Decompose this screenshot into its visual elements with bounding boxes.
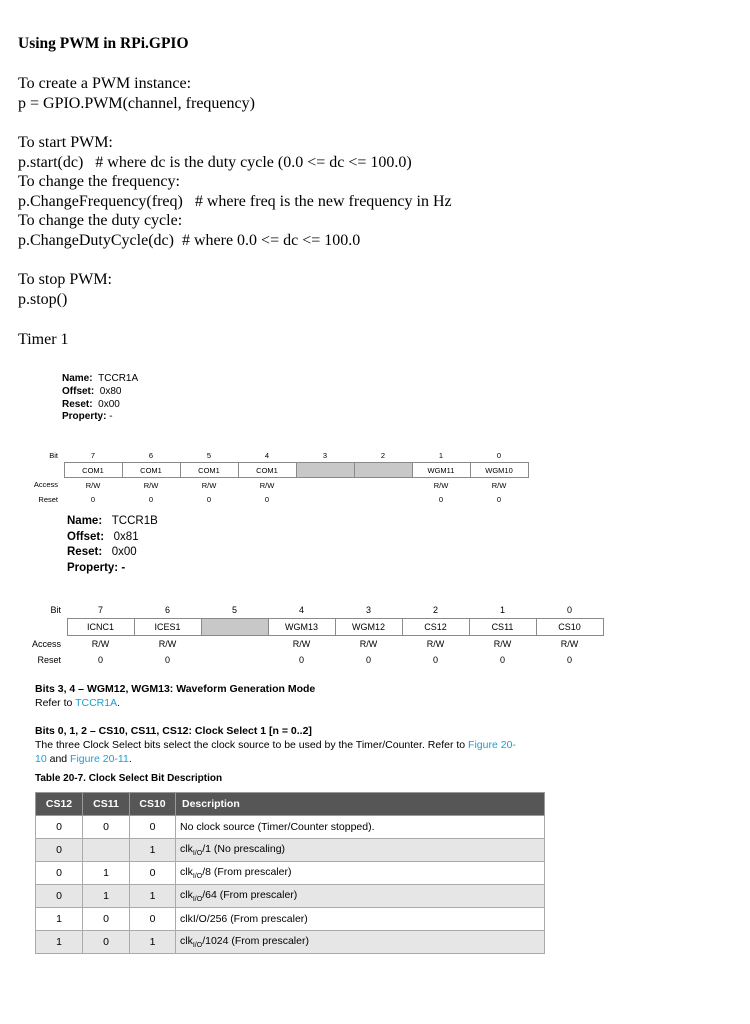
description-text: clk: [180, 842, 193, 855]
reset-value: 0: [499, 655, 505, 665]
code-line: p.ChangeDutyCycle(dc) # where 0.0 <= dc <= 100.0: [18, 232, 361, 249]
reset-value: 0: [206, 494, 212, 504]
bit-field: WGM11: [412, 463, 470, 478]
reset-value: 0: [90, 494, 96, 504]
reset-value: 0: [365, 655, 371, 665]
tccr1a-bit-table: [20, 448, 529, 506]
reserved-bit: [354, 463, 412, 478]
bit-field: COM1: [122, 463, 180, 478]
reset-value: 0: [148, 494, 154, 504]
register-property: -: [109, 411, 113, 423]
figure-20-10-link[interactable]: Figure 20-10: [35, 738, 516, 765]
cs10-cell: 0: [130, 816, 176, 839]
column-header: Description: [176, 793, 545, 816]
reset-label: Reset:: [67, 546, 103, 558]
field-row: [20, 619, 603, 636]
access-value: R/W: [433, 480, 449, 490]
text-line: To change the frequency:: [18, 173, 180, 190]
text-line: To start PWM:: [18, 134, 113, 151]
row-label: Reset: [38, 494, 58, 504]
description-cell: [176, 862, 545, 885]
bit-number: 3: [322, 450, 328, 460]
bit-field: WGM12: [335, 619, 402, 636]
text-line: To stop PWM:: [18, 271, 112, 288]
bit-number: 7: [97, 605, 103, 615]
access-value: R/W: [292, 639, 311, 649]
name-label: Name:: [67, 515, 103, 527]
bit-number: 1: [499, 605, 505, 615]
reset-value: 0: [264, 494, 270, 504]
description-cell: [176, 931, 545, 954]
reset-value: [354, 492, 412, 506]
name-label: Name:: [62, 373, 93, 384]
subscript: I/O: [192, 850, 203, 858]
access-value: [354, 478, 412, 493]
row-label: Access: [33, 480, 58, 490]
access-value: R/W: [158, 639, 177, 649]
subscript: I/O: [192, 896, 203, 904]
figure-20-11-link[interactable]: Figure 20-11: [70, 752, 129, 765]
punctuation: .: [128, 752, 132, 765]
bit-field: ICNC1: [67, 619, 134, 636]
description-cell: [176, 885, 545, 908]
bit-number: 0: [496, 450, 502, 460]
reset-label: Reset:: [62, 398, 93, 410]
bit-field: CS10: [536, 619, 603, 636]
register-name: TCCR1A: [98, 373, 139, 384]
text-line: To create a PWM instance:: [18, 75, 192, 92]
cs12-cell: 0: [36, 862, 83, 885]
bit-number: 7: [90, 450, 96, 460]
access-row: [20, 636, 603, 653]
bit-number: 3: [365, 605, 371, 615]
description-text: clk: [180, 934, 193, 947]
table-caption: Table 20-7. Clock Select Bit Description: [35, 773, 223, 784]
bit-field: WGM13: [268, 619, 335, 636]
bit-field: COM1: [64, 463, 122, 478]
access-value: R/W: [259, 480, 275, 490]
cs10-cell: 1: [130, 839, 176, 862]
description-text: /8 (From prescaler): [202, 865, 292, 878]
field-row: [20, 463, 528, 478]
table-row: [36, 931, 545, 954]
table-row: [36, 839, 545, 862]
bit-field: COM1: [180, 463, 238, 478]
bit-row: [20, 448, 528, 463]
register-offset: 0x80: [99, 385, 122, 397]
description-text: /64 (From prescaler): [202, 888, 298, 901]
access-value: R/W: [201, 480, 217, 490]
column-header: CS10: [130, 793, 176, 816]
section-text: Refer to: [35, 696, 76, 709]
tccr1b-bit-table: [20, 602, 604, 668]
cs10-cell: 1: [130, 885, 176, 908]
table-header-row: [36, 793, 545, 816]
bit-field: ICES1: [134, 619, 201, 636]
description-cell: [176, 839, 545, 862]
description-text: No clock source (Timer/Counter stopped).: [180, 821, 375, 833]
access-value: [201, 636, 268, 653]
bit-number: 4: [264, 450, 270, 460]
wgm-section: [35, 683, 555, 711]
cs11-cell: 0: [83, 908, 130, 931]
table-row: [36, 885, 545, 908]
column-header: CS12: [36, 793, 83, 816]
bit-field: CS12: [402, 619, 469, 636]
access-value: R/W: [143, 480, 159, 490]
cs11-cell: [83, 839, 130, 862]
reset-value: 0: [496, 494, 502, 504]
text-line: To change the duty cycle:: [18, 212, 183, 229]
description-text: /1024 (From prescaler): [202, 934, 309, 947]
punctuation: .: [117, 696, 121, 709]
bit-number: 2: [380, 450, 386, 460]
bit-number: 6: [148, 450, 154, 460]
cs10-cell: 0: [130, 862, 176, 885]
reset-value: [201, 652, 268, 668]
register-name: TCCR1B: [111, 515, 158, 527]
reset-value: 0: [432, 655, 438, 665]
bit-number: 0: [566, 605, 572, 615]
row-label: Access: [31, 638, 61, 649]
cs12-cell: 0: [36, 885, 83, 908]
description-text: /1 (No prescaling): [202, 842, 286, 855]
section-label: Timer 1: [18, 331, 69, 348]
tccr1b-info: [67, 514, 158, 576]
offset-label: Offset:: [67, 530, 105, 543]
access-value: R/W: [85, 480, 101, 490]
description-text: clkI/O/256 (From prescaler): [180, 913, 308, 925]
clock-select-section: [35, 725, 525, 766]
cs10-cell: 1: [130, 931, 176, 954]
reset-value: 0: [298, 655, 304, 665]
description-cell: [176, 908, 545, 931]
subscript: I/O: [192, 873, 203, 881]
offset-label: Offset:: [62, 385, 95, 397]
cs12-cell: 0: [36, 839, 83, 862]
access-value: R/W: [426, 639, 445, 649]
section-heading: Bits 3, 4 – WGM12, WGM13: Waveform Generation Mode: [35, 683, 316, 695]
cs11-cell: 1: [83, 885, 130, 908]
access-value: R/W: [493, 639, 512, 649]
register-property: -: [121, 561, 126, 574]
code-line: p.ChangeFrequency(freq) # where freq is the new frequency in Hz: [18, 193, 452, 210]
access-value: R/W: [491, 480, 507, 490]
reset-row: [20, 492, 528, 506]
access-value: R/W: [560, 639, 579, 649]
bit-number: 4: [298, 605, 304, 615]
cs12-cell: 1: [36, 908, 83, 931]
row-label: Bit: [49, 450, 58, 460]
description-cell: [176, 816, 545, 839]
reset-row: [20, 652, 603, 668]
tccr1a-info: [62, 373, 138, 424]
row-label: Bit: [50, 605, 61, 616]
register-reset: 0x00: [111, 546, 137, 558]
tccr1a-link[interactable]: TCCR1A: [75, 696, 118, 709]
access-row: [20, 478, 528, 493]
section-heading: Bits 0, 1, 2 – CS10, CS11, CS12: Clock Select 1 [n = 0..2]: [35, 725, 312, 737]
cs10-cell: 0: [130, 908, 176, 931]
cs11-cell: 0: [83, 816, 130, 839]
table-row: [36, 862, 545, 885]
bit-row: [20, 602, 603, 619]
bit-number: 5: [231, 605, 237, 615]
cs12-cell: 0: [36, 816, 83, 839]
bit-number: 6: [164, 605, 170, 615]
document-title: Using PWM in RPi.GPIO: [18, 35, 189, 52]
bit-field: COM1: [238, 463, 296, 478]
bit-field: WGM10: [470, 463, 528, 478]
access-value: R/W: [359, 639, 378, 649]
description-text: clk: [180, 888, 193, 901]
cs12-cell: 1: [36, 931, 83, 954]
reset-value: 0: [566, 655, 572, 665]
section-text: The three Clock Select bits select the clock source to be used by the Timer/Counter. Refer to: [35, 738, 469, 751]
bit-number: 2: [432, 605, 438, 615]
register-offset: 0x81: [113, 530, 139, 543]
subscript: I/O: [192, 942, 203, 950]
reset-value: 0: [438, 494, 444, 504]
bit-number: 5: [206, 450, 212, 460]
reserved-bit: [296, 463, 354, 478]
bit-number: 1: [438, 450, 444, 460]
property-label: Property:: [67, 561, 119, 574]
cs11-cell: 0: [83, 931, 130, 954]
access-value: R/W: [91, 639, 110, 649]
column-header: CS11: [83, 793, 130, 816]
code-line: p = GPIO.PWM(channel, frequency): [18, 95, 255, 112]
bit-field: CS11: [469, 619, 536, 636]
reset-value: 0: [97, 655, 103, 665]
clock-select-table: [35, 792, 545, 954]
section-text: and: [46, 752, 71, 765]
property-label: Property:: [62, 411, 107, 423]
description-text: clk: [180, 865, 193, 878]
reset-value: [296, 492, 354, 506]
table-row: [36, 816, 545, 839]
reset-value: 0: [164, 655, 170, 665]
reserved-bit: [201, 619, 268, 636]
code-line: p.start(dc) # where dc is the duty cycle (0.0 <= dc <= 100.0): [18, 154, 412, 171]
table-row: [36, 908, 545, 931]
row-label: Reset: [37, 655, 61, 665]
register-reset: 0x00: [98, 398, 120, 410]
cs11-cell: 1: [83, 862, 130, 885]
code-line: p.stop(): [18, 291, 68, 308]
access-value: [296, 478, 354, 493]
